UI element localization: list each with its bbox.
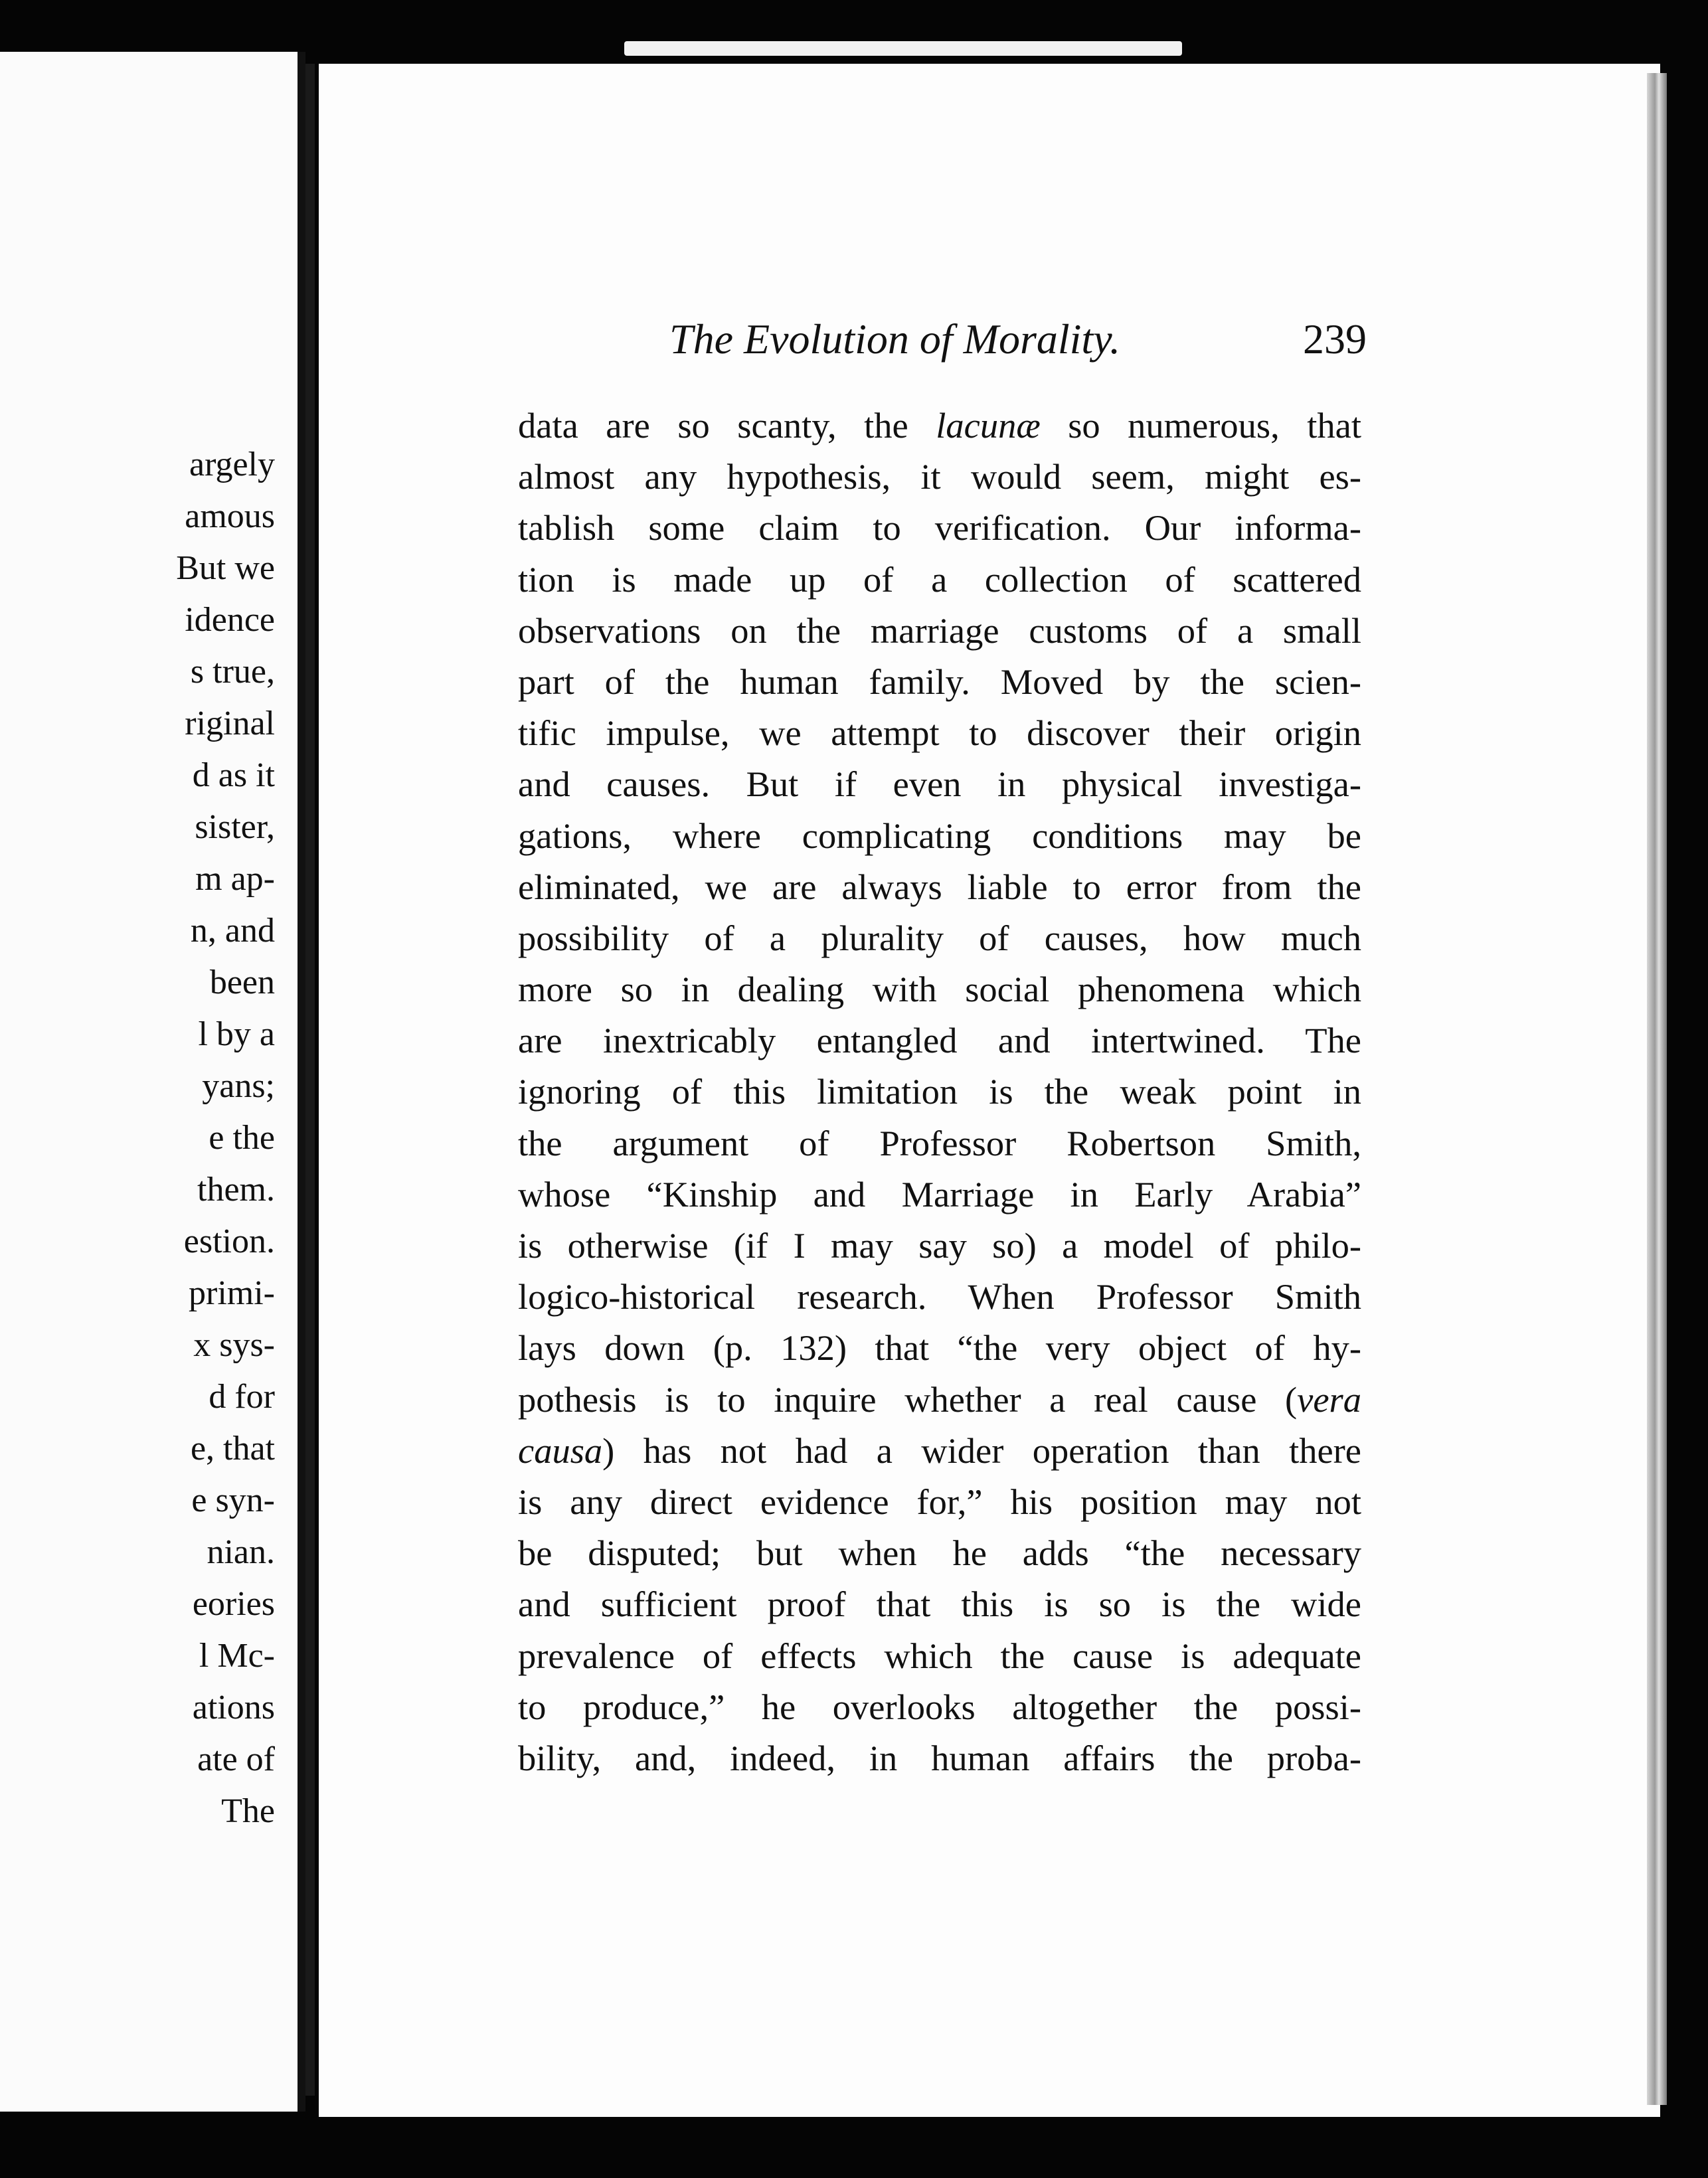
text-line: more so in dealing with social phenomena which <box>518 969 1361 1010</box>
left-facing-page <box>0 52 305 2112</box>
text-line: is any direct evidence for,” his position may not <box>518 1481 1361 1522</box>
text-line: are inextricably entangled and intertwined. The <box>518 1020 1361 1061</box>
italic-term: vera <box>1297 1379 1361 1420</box>
left-line: e, that <box>190 1430 275 1467</box>
text-segment: pothesis is to inquire whether a real cause ( <box>518 1379 1298 1420</box>
text-line <box>518 1425 1361 1476</box>
text-line: whose “Kinship and Marriage in Early Arabia” <box>518 1173 1361 1215</box>
text-line: eliminated, we are always liable to error from the <box>518 866 1361 907</box>
italic-term: lacunæ <box>936 405 1041 446</box>
text-line: logico-historical research. When Professor Smith <box>518 1276 1361 1317</box>
left-line: yans; <box>202 1067 275 1105</box>
text-line: observations on the marriage customs of a small <box>518 610 1361 651</box>
text-line: and causes. But if even in physical investiga- <box>518 764 1361 805</box>
left-line: d as it <box>192 756 275 794</box>
text-line: be disputed; but when he adds “the necessary <box>518 1533 1361 1574</box>
text-line: the argument of Professor Robertson Smith, <box>518 1122 1361 1163</box>
text-segment: so numerous, that <box>1040 405 1361 446</box>
running-title: The Evolution of Morality. <box>669 315 1121 363</box>
text-line: part of the human family. Moved by the scien- <box>518 661 1361 702</box>
text-segment: data are so scanty, the <box>518 405 936 446</box>
left-line: The <box>221 1792 275 1830</box>
left-line: idence <box>185 601 275 639</box>
text-line: lays down (p. 132) that “the very object of hy- <box>518 1327 1361 1369</box>
left-page-text-column <box>9 439 275 1837</box>
text-line <box>518 1374 1361 1425</box>
text-line: almost any hypothesis, it would seem, might es- <box>518 456 1361 497</box>
left-line: l by a <box>198 1015 275 1053</box>
left-line: sister, <box>195 808 275 846</box>
body-text <box>518 400 1361 1784</box>
left-line: them. <box>197 1171 275 1209</box>
book-gutter <box>305 64 315 2096</box>
left-line: d for <box>209 1378 275 1416</box>
text-line: prevalence of effects which the cause is adequate <box>518 1635 1361 1676</box>
page-number: 239 <box>1303 315 1367 363</box>
left-line: nian. <box>207 1533 275 1571</box>
text-line: bility, and, indeed, in human affairs the proba- <box>518 1737 1361 1778</box>
left-line: amous <box>185 497 275 535</box>
left-line: e syn- <box>191 1481 275 1519</box>
text-line: ignoring of this limitation is the weak point in <box>518 1071 1361 1112</box>
text-line: gations, where complicating conditions may be <box>518 815 1361 856</box>
text-line <box>518 400 1361 451</box>
left-line: eories <box>192 1585 275 1623</box>
paper-strip-top <box>624 41 1182 56</box>
page-fore-edge <box>1647 73 1667 2105</box>
left-line: s true, <box>190 653 275 691</box>
left-line: But we <box>176 549 275 587</box>
text-line: is otherwise (if I may say so) a model of philo- <box>518 1225 1361 1266</box>
left-line: n, and <box>190 912 275 950</box>
text-line: possibility of a plurality of causes, how much <box>518 917 1361 958</box>
left-line: argely <box>189 446 275 483</box>
text-line: and sufficient proof that this is so is the wide <box>518 1584 1361 1625</box>
left-line: e the <box>209 1119 275 1157</box>
text-line: to produce,” he overlooks altogether the possi- <box>518 1686 1361 1727</box>
left-line: been <box>209 963 275 1001</box>
text-segment: ) has not had a wider operation than there <box>602 1430 1361 1471</box>
italic-term: causa <box>518 1430 603 1471</box>
left-line: primi- <box>189 1274 275 1312</box>
text-line: tablish some claim to verification. Our informa- <box>518 507 1361 548</box>
left-line: ate of <box>197 1740 275 1778</box>
left-line: ations <box>192 1689 275 1726</box>
left-line: estion. <box>183 1222 275 1260</box>
text-line: tific impulse, we attempt to discover their origin <box>518 712 1361 754</box>
left-line: m ap- <box>195 860 275 898</box>
text-line: tion is made up of a collection of scattered <box>518 558 1361 600</box>
page-header <box>669 309 1367 369</box>
left-line: l Mc- <box>199 1637 275 1675</box>
left-line: x sys- <box>193 1326 275 1364</box>
left-line: riginal <box>185 705 275 742</box>
